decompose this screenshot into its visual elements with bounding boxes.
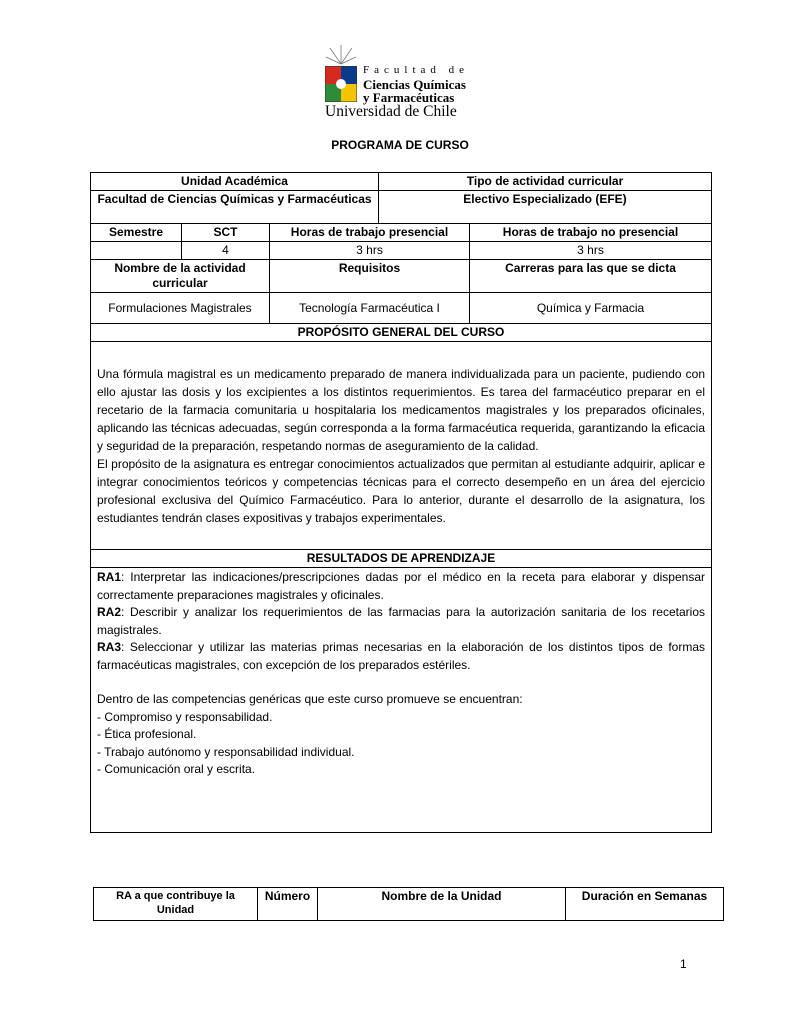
units-col-numero: Número	[258, 888, 318, 921]
units-col-duracion: Duración en Semanas	[566, 888, 724, 921]
tipo-label: Tipo de actividad curricular	[379, 173, 712, 191]
ra3-item	[97, 639, 705, 674]
page-number: 1	[680, 957, 687, 971]
logo-line-3: y Farmacéuticas	[363, 90, 455, 105]
proposito-header: PROPÓSITO GENERAL DEL CURSO	[91, 324, 712, 342]
carreras-value: Química y Farmacia	[470, 293, 712, 324]
horas-no-presencial-value: 3 hrs	[470, 242, 712, 260]
ra3-text: : Seleccionar y utilizar las materias primas necesarias en la elaboración de los distintos tipos de formas farmacéuticas magistrales, con excepción de los preparados estériles.	[97, 640, 705, 672]
resultados-body	[91, 568, 712, 833]
units-col-ra: RA a que contribuye la Unidad	[94, 888, 258, 921]
competencia-item: - Comunicación oral y escrita.	[97, 762, 256, 776]
competencia-item: - Trabajo autónomo y responsabilidad individual.	[97, 744, 355, 759]
ra2-item	[97, 604, 705, 639]
course-program-table	[90, 172, 712, 833]
ra3-label: RA3	[97, 640, 122, 654]
ra2-label: RA2	[97, 605, 122, 619]
ra2-text: : Describir y analizar los requerimientos de las farmacias para la autorización sanitaria de los recetarios magistrales.	[97, 605, 705, 637]
unidad-value: Facultad de Ciencias Químicas y Farmacéuticas	[91, 191, 379, 224]
logo-line-1: Facultad de	[363, 64, 470, 76]
logo-line-4: Universidad de Chile	[325, 103, 457, 120]
units-table	[93, 887, 724, 921]
units-col-nombre: Nombre de la Unidad	[318, 888, 566, 921]
unidad-label: Unidad Académica	[91, 173, 379, 191]
university-shield-icon	[325, 66, 357, 102]
page-title: PROGRAMA DE CURSO	[331, 138, 469, 152]
semestre-label: Semestre	[91, 224, 182, 242]
proposito-body	[91, 342, 712, 550]
sct-label: SCT	[182, 224, 270, 242]
tipo-value: Electivo Especializado (EFE)	[379, 191, 712, 224]
horas-presencial-label: Horas de trabajo presencial	[270, 224, 470, 242]
competencia-item: - Ética profesional.	[97, 727, 197, 741]
ra1-item	[97, 569, 705, 604]
sct-value: 4	[182, 242, 270, 260]
ra1-text: : Interpretar las indicaciones/prescripciones dadas por el médico en la receta para elaborar y dispensar correctamente preparaciones magistrales y oficinales.	[97, 570, 705, 602]
semestre-value	[91, 242, 182, 260]
nombre-actividad-value: Formulaciones Magistrales	[91, 293, 270, 324]
competencias-intro: Dentro de las competencias genéricas que este curso promueve se encuentran:	[97, 692, 523, 706]
horas-no-presencial-label: Horas de trabajo no presencial	[470, 224, 712, 242]
requisitos-label: Requisitos	[270, 260, 470, 293]
proposito-paragraph-2: El propósito de la asignatura es entregar conocimientos actualizados que permitan al estudiante adquirir, aplicar e integrar conocimientos teóricos y competencias técnicas para el correcto desempeño en un área del ejercicio profesional exclusiva del Químico Farmacéutico. Para lo anterior, durante el desarrollo de la asignatura, los estudiantes tendrán clases expositivas y trabajos experimentales.	[97, 456, 705, 525]
logo-line-2: Ciencias Químicas	[363, 77, 466, 92]
resultados-header: RESULTADOS DE APRENDIZAJE	[91, 550, 712, 568]
horas-presencial-value: 3 hrs	[270, 242, 470, 260]
sun-rays-icon	[325, 44, 357, 66]
ra1-label: RA1	[97, 570, 122, 584]
requisitos-value: Tecnología Farmacéutica I	[270, 293, 470, 324]
proposito-paragraph-1: Una fórmula magistral es un medicamento preparado de manera individualizada para un paciente, pudiendo con ello ajustar las dosis y los excipientes a los distintos requerimientos. Es tarea del farmacéutico preparar en el recetario de la farmacia comunitaria u hospitalaria los medicamentos magistrales y los preparados oficinales, aplicando las técnicas adecuadas, según corresponda a la forma farmacéutica requerida, garantizando la eficacia y seguridad de la preparación, respetando normas de aseguramiento de la calidad.	[97, 366, 705, 453]
nombre-actividad-label: Nombre de la actividad curricular	[91, 260, 270, 293]
faculty-logo	[323, 44, 483, 120]
competencia-item: - Compromiso y responsabilidad.	[97, 709, 273, 724]
carreras-label: Carreras para las que se dicta	[470, 260, 712, 293]
